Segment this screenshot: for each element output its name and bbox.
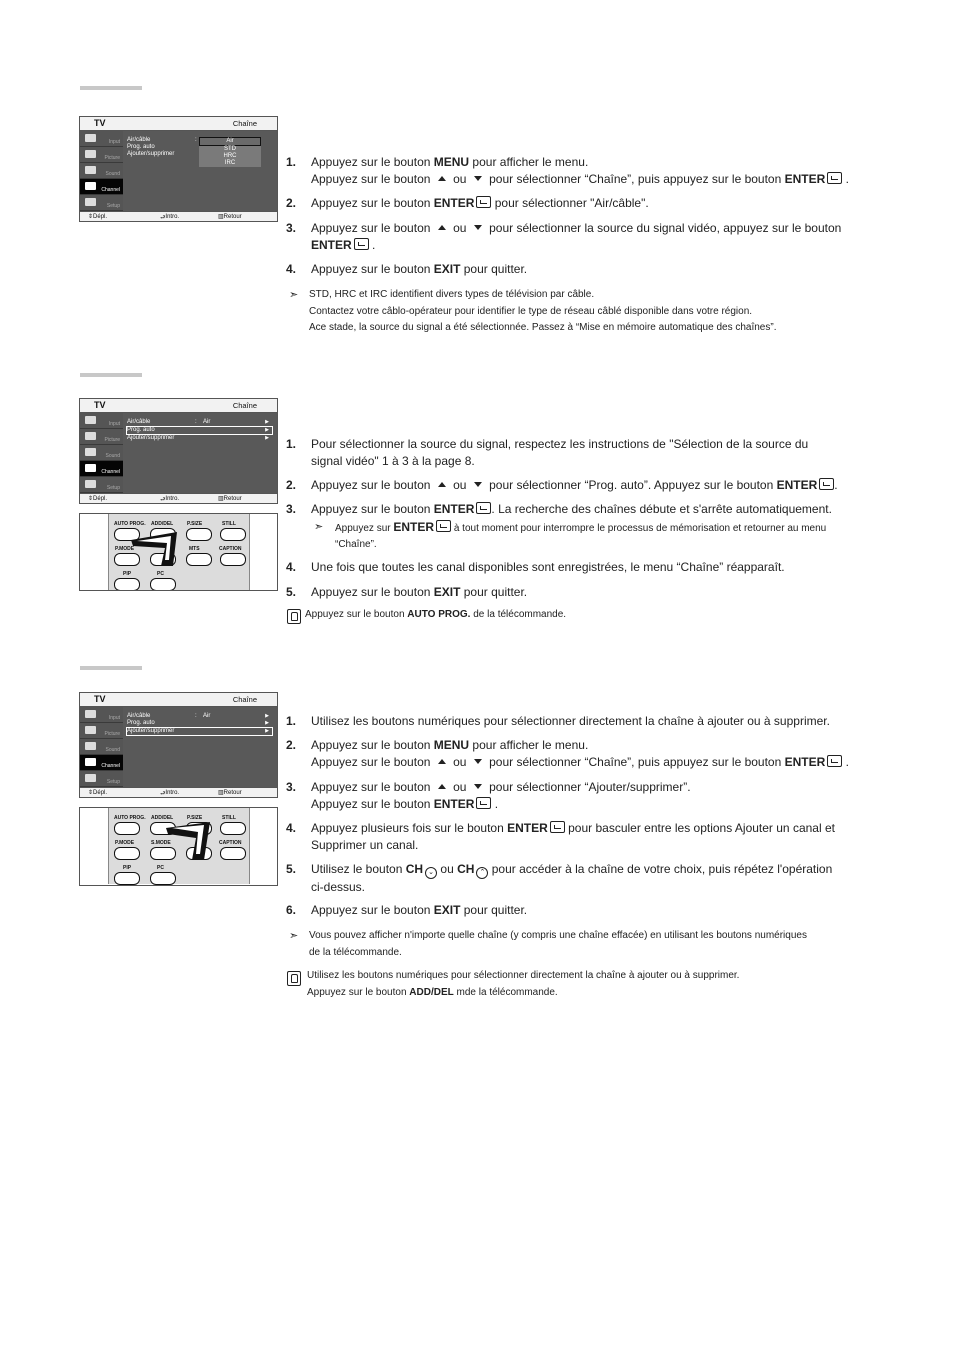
section-divider xyxy=(80,666,142,670)
arrow-right-icon: ▶ xyxy=(265,419,269,425)
sound-icon xyxy=(85,448,96,456)
osd-row-air-cable: Air/câble : Air ▶ xyxy=(127,713,269,719)
osd-row-add-remove: Ajouter/supprimer ▶ xyxy=(127,728,272,735)
osd-main xyxy=(125,134,274,206)
remote-control-add-del: AUTO PROG. ADD/DEL P.SIZE STILL P.MODE S.MODE CAPTION PIP PC xyxy=(79,807,278,886)
caption-button xyxy=(220,847,246,860)
osd-row-prog-auto: Prog. auto ▶ xyxy=(127,720,269,726)
remote-hand-icon xyxy=(287,609,301,624)
pip-button xyxy=(114,578,140,591)
osd-tv-label: TV xyxy=(94,694,106,704)
note-arrow-icon: ➣ xyxy=(314,521,324,533)
osd-dropdown xyxy=(199,137,261,167)
remote-hand-icon xyxy=(287,971,301,986)
enter-icon xyxy=(436,520,451,532)
osd-sidebar: Input Picture Sound Channel Setup xyxy=(80,707,123,787)
down-arrow-icon xyxy=(474,176,482,181)
up-arrow-icon xyxy=(438,225,446,230)
osd-footer: ⇕ Dépl. ⮐ Intro. ▥ Retour xyxy=(80,787,277,797)
osd-footer xyxy=(80,211,277,221)
section-divider xyxy=(80,373,142,377)
enter-icon xyxy=(827,755,842,767)
osd-footer-back: ▥ Retour xyxy=(218,214,242,220)
osd-sidebar-sound: Sound xyxy=(80,163,123,179)
osd-tv-label: TV xyxy=(94,118,106,128)
osd-footer-enter: ⮐ Intro. xyxy=(160,214,180,221)
still-button xyxy=(220,822,246,835)
up-arrow-icon xyxy=(438,482,446,487)
osd-row-add-remove: Ajouter/supprimer ▶ xyxy=(127,435,269,441)
enter-icon xyxy=(827,172,842,184)
osd-header xyxy=(80,117,277,131)
pointer-hand-icon xyxy=(164,820,214,862)
input-icon xyxy=(85,416,96,424)
pip-button xyxy=(114,872,140,885)
arrow-right-icon: ▶ xyxy=(265,713,269,719)
sound-icon xyxy=(85,742,96,750)
remote-control-auto-prog: AUTO PROG. ADD/DEL P.SIZE STILL P.MODE MTS CAPTION PIP PC xyxy=(79,513,278,591)
input-icon xyxy=(85,134,96,142)
osd-sidebar-picture: Picture xyxy=(80,147,123,163)
enter-icon xyxy=(819,478,834,490)
channel-icon xyxy=(85,182,96,190)
picture-icon xyxy=(85,432,96,440)
osd-menu-prog-auto xyxy=(79,398,278,504)
enter-icon xyxy=(550,821,565,833)
dropdown-option-irc: IRC xyxy=(224,160,236,166)
arrow-right-icon: ▶ xyxy=(265,435,269,441)
still-button xyxy=(220,528,246,541)
osd-row-air-cable: Air/câble : xyxy=(127,137,197,143)
setup-icon xyxy=(85,480,96,488)
osd-footer: ⇕ Dépl. ⮐ Intro. ▥ Retour xyxy=(80,493,277,503)
dropdown-option-hrc: HRC xyxy=(223,153,237,159)
osd-sidebar: Input Picture Sound Channel Setup xyxy=(80,413,123,493)
arrow-right-icon: ▶ xyxy=(265,720,269,726)
enter-icon xyxy=(476,196,491,208)
arrow-right-icon: ▶ xyxy=(265,728,269,734)
section-divider xyxy=(80,86,142,90)
input-icon xyxy=(85,710,96,718)
enter-icon xyxy=(354,238,369,250)
auto-prog-button xyxy=(114,822,140,835)
osd-title: Chaîne xyxy=(232,401,257,410)
enter-icon xyxy=(476,797,491,809)
pc-button xyxy=(150,578,176,591)
mts-button xyxy=(186,553,212,566)
up-arrow-icon xyxy=(438,176,446,181)
setup-icon xyxy=(85,774,96,782)
osd-tv-label: TV xyxy=(94,400,106,410)
up-arrow-icon xyxy=(438,759,446,764)
osd-title: Chaîne xyxy=(232,695,257,704)
osd-menu-air-cable xyxy=(79,116,278,222)
picture-icon xyxy=(85,150,96,158)
down-arrow-icon xyxy=(474,759,482,764)
note-arrow-icon: ➣ xyxy=(289,930,299,942)
osd-footer-move: ⇕ Dépl. xyxy=(88,214,108,220)
osd-menu-add-remove xyxy=(79,692,278,798)
osd-sidebar-channel: Channel xyxy=(80,179,123,195)
p-size-button xyxy=(186,528,212,541)
channel-icon xyxy=(85,758,96,766)
osd-sidebar xyxy=(80,131,123,211)
down-arrow-icon xyxy=(474,482,482,487)
down-arrow-icon xyxy=(474,225,482,230)
picture-icon xyxy=(85,726,96,734)
enter-icon xyxy=(476,502,491,514)
chevron-down-icon: ⌄ xyxy=(425,867,437,879)
osd-sidebar-input: Input xyxy=(80,131,123,147)
note-arrow-icon: ➣ xyxy=(289,289,299,301)
p-mode-button xyxy=(114,847,140,860)
dropdown-option-std: STD xyxy=(224,146,236,152)
dropdown-option-air: Air xyxy=(199,137,261,146)
channel-icon xyxy=(85,464,96,472)
pointer-hand-icon xyxy=(129,528,189,568)
setup-icon xyxy=(85,198,96,206)
chevron-up-icon: ⌃ xyxy=(476,867,488,879)
osd-row-air-cable: Air/câble : Air ▶ xyxy=(127,419,269,425)
sound-icon xyxy=(85,166,96,174)
down-arrow-icon xyxy=(474,784,482,789)
up-arrow-icon xyxy=(438,784,446,789)
osd-title: Chaîne xyxy=(232,119,257,128)
osd-row-add-remove: Ajouter/supprimer xyxy=(127,151,175,157)
pc-button xyxy=(150,872,176,885)
osd-row-prog-auto: Prog. auto xyxy=(127,144,155,150)
osd-row-prog-auto: Prog. auto ▶ xyxy=(127,427,272,434)
arrow-right-icon: ▶ xyxy=(265,427,269,433)
caption-button xyxy=(220,553,246,566)
osd-sidebar-setup: Setup xyxy=(80,195,123,211)
